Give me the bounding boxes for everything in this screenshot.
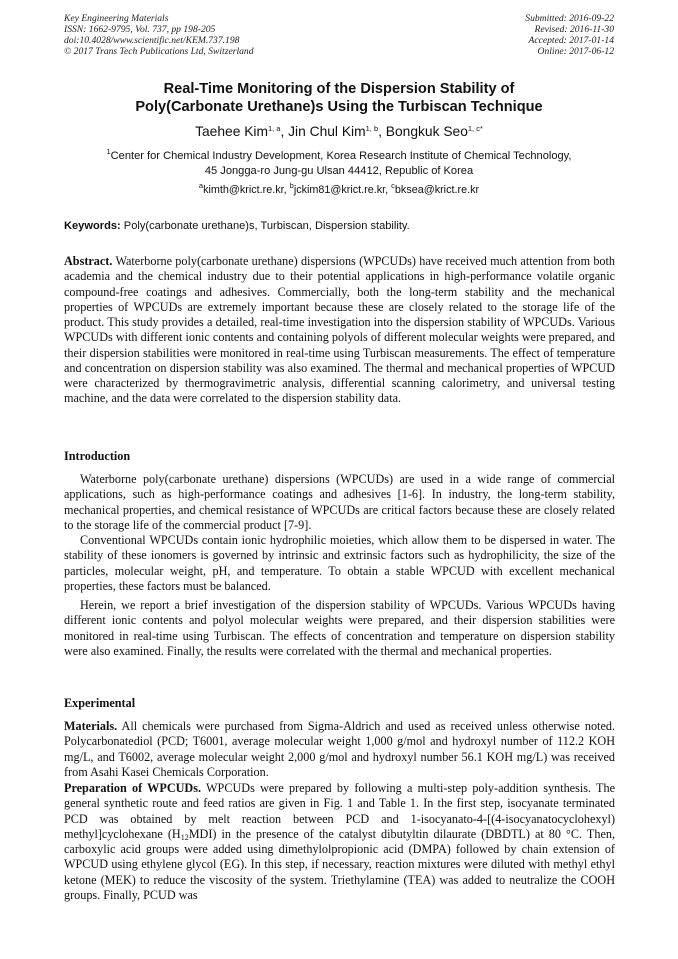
revised-date: Revised: 2016-11-30	[534, 23, 614, 35]
issn-line: ISSN: 1662-9795, Vol. 737, pp 198-205	[64, 23, 216, 35]
abstract-label: Abstract.	[64, 254, 113, 268]
email-marker: c	[391, 181, 395, 190]
preparation-label: Preparation of WPCUDs.	[64, 781, 202, 795]
paper-title	[40, 80, 638, 116]
affiliation-marker: 1	[106, 147, 111, 156]
email-marker: b	[289, 181, 294, 190]
doi-line: doi:10.4028/www.scientific.net/KEM.737.198	[64, 34, 240, 46]
title-line-1: Real-Time Monitoring of the Dispersion Stability of	[163, 81, 515, 97]
abstract-text: Waterborne poly(carbonate urethane) dispersions (WPCUDs) have received much attention from both academia and the chemical industry due to their potential applications in high-performance volatile organic compound-free coatings and adhesives. Commercially, both the long-term stability and the mechanical properties of WPCUDs are extremely important because these are closely related to the storage life of the product. This study provides a detailed, real-time investigation into the dispersion stability of WPCUDs. Various WPCUDs with different ionic contents and containing polyols of different molecular weights were prepared, and their dispersion stabilities were monitored in real-time using Turbiscan measurements. The effect of temperature and concentration on dispersion stability was also examined. The thermal and mechanical properties of WPCUD were characterized by thermogravimetric analysis, differential scanning calorimetry, and universal testing machine, and the data were correlated to the dispersion stability data.	[64, 254, 615, 406]
journal-name: Key Engineering Materials	[64, 13, 169, 24]
preparation-text-1: WPCUDs were prepared by following a multi-step poly-addition synthesis. The general synthetic route and feed ratios are given in Fig. 1 and Table 1. In the first step, isocyanate terminated PCD was obtained by melt reaction between PCD and 1-isocyanato-4-[(4-isocyanatocyclohexyl) methyl]cyclohexane (H	[64, 781, 615, 841]
title-line-2: Poly(Carbonate Urethane)s Using the Turbiscan Technique	[135, 99, 543, 115]
materials-text: All chemicals were purchased from Sigma-Aldrich and used as received unless otherwise noted. Polycarbonatediol (PCD; T6001, average molecular weight 1,000 g/mol and hydroxyl number of 112.2 KOH mg/L, and T6002, average molecular weight 2,000 g/mol and hydroxyl number 56.1 KOH mg/L) was received from Asahi Kasei Chemicals Corporation.	[64, 719, 615, 779]
copyright-line: © 2017 Trans Tech Publications Ltd, Switzerland	[64, 45, 254, 57]
materials-paragraph	[64, 719, 615, 780]
keywords-label: Keywords:	[64, 220, 121, 232]
publication-dates	[525, 14, 614, 58]
submitted-date: Submitted: 2016-09-22	[525, 13, 614, 24]
affiliation-line-1: Center for Chemical Industry Development, Korea Research Institute of Chemical Technology,	[110, 150, 572, 162]
journal-info	[64, 14, 254, 58]
email-separator: ,	[385, 184, 392, 196]
email-separator: ,	[283, 184, 290, 196]
affiliation	[40, 149, 638, 178]
preparation-subscript: 12	[180, 832, 189, 842]
keywords-text: Poly(carbonate urethane)s, Turbiscan, Dispersion stability.	[120, 220, 410, 232]
introduction-heading: Introduction	[64, 449, 131, 463]
email-link[interactable]: kimth@krict.re.kr	[203, 184, 284, 196]
preparation-paragraph	[64, 781, 615, 903]
email-link[interactable]: jckim81@krict.re.kr	[293, 184, 386, 196]
author-marker: 1, c*	[467, 124, 483, 133]
online-date: Online: 2017-06-12	[537, 45, 614, 57]
author-name: Jin Chul Kim	[288, 124, 366, 139]
intro-paragraph-2: Conventional WPCUDs contain ionic hydrophilic moieties, which allow them to be dispersed in water. The stability of these ionomers is governed by intrinsic and extrinsic factors such as hydrophilicity, the size of the particles, molecular weight, pH, and temperature. To obtain a stable WPCUD with excellent mechanical properties, these factors must be balanced.	[64, 533, 615, 593]
preparation-text-2: MDI) in the presence of the catalyst dibutyltin dilaurate (DBDTL) at 80 °C. Then, carboxylic acid groups were added using dimethylolpropionic acid (DMPA) followed by chain extension of WPCUD using ethylene glycol (EG). In this step, if necessary, reaction mixtures were diluted with methyl ethyl ketone (MEK) to reduce the viscosity of the system. Triethylamine (TEA) was added to neutralize the COOH groups. Finally, PCUD was	[64, 826, 615, 902]
author-marker: 1, a	[267, 124, 281, 133]
experimental-heading: Experimental	[64, 696, 136, 710]
author-marker: 1, b	[365, 124, 379, 133]
author-separator: ,	[280, 124, 289, 139]
accepted-date: Accepted: 2017-01-14	[528, 34, 614, 46]
author-name: Taehee Kim	[195, 124, 268, 139]
email-link[interactable]: bksea@krict.re.kr	[394, 184, 480, 196]
author-list	[40, 123, 638, 140]
materials-label: Materials.	[64, 719, 118, 733]
intro-paragraph-3: Herein, we report a brief investigation of the dispersion stability of WPCUDs. Various WPCUDs having different ionic contents and polyol molecular weights were prepared, and their dispersion stabilities were monitored in real-time using Turbiscan. The effects of concentration and temperature on dispersion stability were also examined. Finally, the results were correlated with the thermal and mechanical properties.	[64, 598, 615, 658]
author-name: Bongkuk Seo	[385, 124, 468, 139]
author-separator: ,	[378, 124, 386, 139]
affiliation-line-2: 45 Jongga-ro Jung-gu Ulsan 44412, Republic of Korea	[204, 164, 474, 177]
abstract	[64, 254, 615, 407]
author-emails	[40, 183, 638, 197]
intro-paragraph-1: Waterborne poly(carbonate urethane) dispersions (WPCUDs) are used in a wide range of commercial applications, such as high-performance coatings and adhesives [1-6]. In industry, the long-term stability, mechanical properties, and chemical resistance of WPCUDs are critical factors because these are closely related to the storage life of the commercial product [7-9].	[64, 472, 615, 532]
email-marker: a	[198, 181, 204, 190]
keywords	[64, 219, 616, 233]
